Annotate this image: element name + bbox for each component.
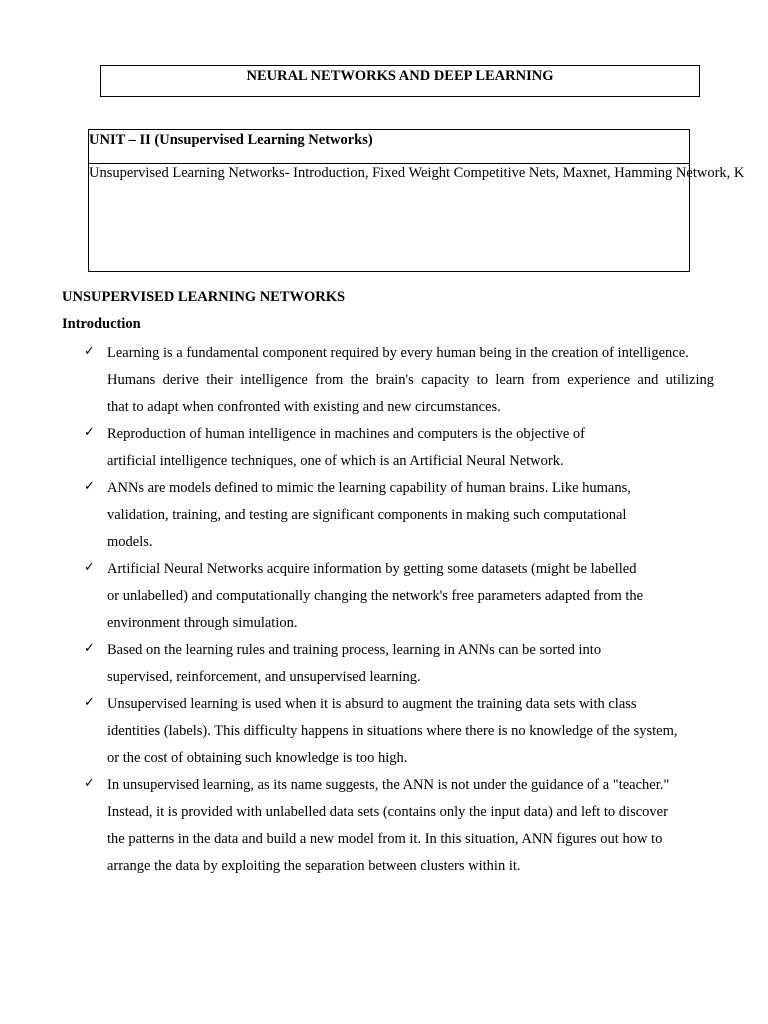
bullet-line: supervised, reinforcement, and unsupervised learning. <box>107 669 421 685</box>
bullet-item <box>62 475 714 556</box>
bullet-item <box>62 340 714 421</box>
bullet-line: models. <box>107 534 153 550</box>
checkmark-icon: ✓ <box>84 344 95 359</box>
bullet-line: the patterns in the data and build a new model from it. In this situation, ANN figures out how to <box>107 831 663 847</box>
unit-syllabus: Unsupervised Learning Networks- Introduction, Fixed Weight Competitive Nets, Maxnet, Hamming Network, K <box>89 165 745 181</box>
unit-header: UNIT – II (Unsupervised Learning Networks) <box>89 130 689 164</box>
bullet-item <box>62 421 714 475</box>
bullet-line: In unsupervised learning, as its name suggests, the ANN is not under the guidance of a "teacher." <box>107 777 670 793</box>
bullet-line: validation, training, and testing are significant components in making such computational <box>107 507 627 523</box>
bullet-line: Artificial Neural Networks acquire information by getting some datasets (might be labelled <box>107 561 637 577</box>
bullet-line: arrange the data by exploiting the separation between clusters within it. <box>107 858 521 874</box>
checkmark-icon: ✓ <box>84 641 95 656</box>
bullet-line: Unsupervised learning is used when it is absurd to augment the training data sets with class <box>107 696 637 712</box>
bullet-line: Instead, it is provided with unlabelled data sets (contains only the input data) and left to discover <box>107 804 668 820</box>
bullet-line: artificial intelligence techniques, one of which is an Artificial Neural Network. <box>107 453 564 469</box>
checkmark-icon: ✓ <box>84 479 95 494</box>
bullet-item <box>62 637 714 691</box>
bullet-line: identities (labels). This difficulty happens in situations where there is no knowledge of the system, <box>107 723 678 739</box>
unit-table <box>88 129 745 272</box>
bullet-line: Humans derive their intelligence from the brain's capacity to learn from experience and utilizing <box>107 372 714 388</box>
checkmark-icon: ✓ <box>84 776 95 791</box>
course-title-box <box>100 65 700 97</box>
bullet-line: that to adapt when confronted with existing and new circumstances. <box>107 399 501 415</box>
bullet-line: ANNs are models defined to mimic the learning capability of human brains. Like humans, <box>107 480 631 496</box>
bullet-line: Based on the learning rules and training process, learning in ANNs can be sorted into <box>107 642 602 658</box>
bullet-item <box>62 691 714 772</box>
bullet-line: or the cost of obtaining such knowledge is too high. <box>107 750 408 766</box>
course-title: NEURAL NETWORKS AND DEEP LEARNING <box>246 68 554 84</box>
checkmark-icon: ✓ <box>84 425 95 440</box>
bullet-item <box>62 556 714 637</box>
bullet-item <box>62 772 714 880</box>
checkmark-icon: ✓ <box>84 695 95 710</box>
bullet-line: Learning is a fundamental component required by every human being in the creation of intelligence. <box>107 345 689 361</box>
bullet-line: environment through simulation. <box>107 615 298 631</box>
checkmark-icon: ✓ <box>84 560 95 575</box>
bullet-list <box>62 340 714 880</box>
bullet-line: Reproduction of human intelligence in machines and computers is the objective of <box>107 426 585 442</box>
section-heading: UNSUPERVISED LEARNING NETWORKS <box>62 289 346 305</box>
bullet-line: or unlabelled) and computationally changing the network's free parameters adapted from the <box>107 588 644 604</box>
sub-heading: Introduction <box>62 316 141 332</box>
